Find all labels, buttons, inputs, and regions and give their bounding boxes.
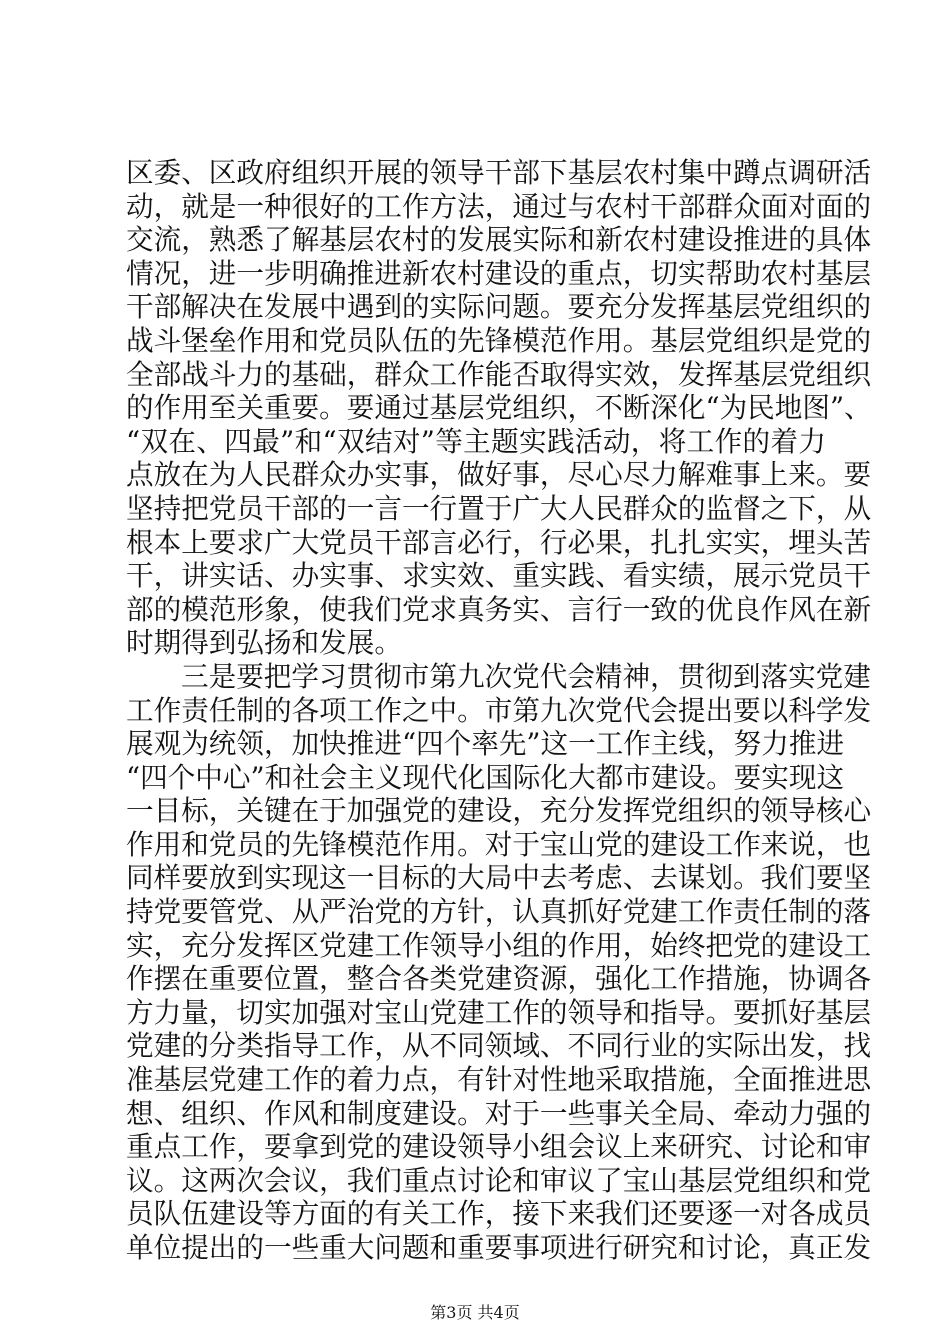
text-line: 作摆在重要位置，整合各类党建资源，强化工作措施，协调各 (126, 962, 872, 996)
text-line: 部的模范形象，使我们党求真务实、言行一致的优良作风在新 (126, 592, 872, 626)
text-line: 工作责任制的各项工作之中。市第九次党代会提出要以科学发 (126, 693, 872, 727)
text-line: 持党要管党、从严治党的方针，认真抓好党建工作责任制的落 (126, 895, 872, 929)
document-body (126, 156, 872, 1265)
text-line: 的作用至关重要。要通过基层党组织，不断深化“为民地图”、 (126, 391, 872, 425)
text-line: 同样要放到实现这一目标的大局中去考虑、去谋划。我们要坚 (126, 861, 872, 895)
text-line: 坚持把党员干部的一言一行置于广大人民群众的监督之下，从 (126, 491, 872, 525)
text-line: 全部战斗力的基础，群众工作能否取得实效，发挥基层党组织 (126, 357, 872, 391)
text-line: “四个中心”和社会主义现代化国际化大都市建设。要实现这 (126, 760, 845, 794)
text-line: 时期得到弘扬和发展。 (126, 626, 402, 660)
text-line: 实，充分发挥区党建工作领导小组的作用，始终把党的建设工 (126, 928, 872, 962)
text-line: 方力量，切实加强对宝山党建工作的领导和指导。要抓好基层 (126, 995, 872, 1029)
text-line: 三是要把学习贯彻市第九次党代会精神，贯彻到落实党建 (181, 659, 871, 693)
text-line: 议。这两次会议，我们重点讨论和审议了宝山基层党组织和党 (126, 1163, 872, 1197)
text-line: 重点工作，要拿到党的建设领导小组会议上来研究、讨论和审 (126, 1130, 872, 1164)
text-line: 想、组织、作风和制度建设。对于一些事关全局、牵动力强的 (126, 1096, 872, 1130)
text-line: 战斗堡垒作用和党员队伍的先锋模范作用。基层党组织是党的 (126, 323, 872, 357)
page-footer: 第3页 共4页 (430, 1303, 520, 1322)
text-line: 点放在为人民群众办实事，做好事，尽心尽力解难事上来。要 (126, 458, 872, 492)
paragraph (126, 156, 872, 660)
text-line: 作用和党员的先锋模范作用。对于宝山党的建设工作来说，也 (126, 827, 872, 861)
text-line: 干，讲实话、办实事、求实效、重实践、看实绩，展示党员干 (126, 559, 872, 593)
text-line: 一目标，关键在于加强党的建设，充分发挥党组织的领导核心 (126, 794, 872, 828)
text-line: 根本上要求广大党员干部言必行，行必果，扎扎实实，埋头苦 (126, 525, 872, 559)
text-line: 干部解决在发展中遇到的实际问题。要充分发挥基层党组织的 (126, 290, 872, 324)
text-line: 党建的分类指导工作，从不同领域、不同行业的实际出发，找 (126, 1029, 872, 1063)
text-line: 交流，熟悉了解基层农村的发展实际和新农村建设推进的具体 (126, 223, 872, 257)
text-line: 员队伍建设等方面的有关工作，接下来我们还要逐一对各成员 (126, 1197, 872, 1231)
text-line: 单位提出的一些重大问题和重要事项进行研究和讨论，真正发 (126, 1231, 872, 1264)
text-line: 情况，进一步明确推进新农村建设的重点，切实帮助农村基层 (126, 256, 872, 290)
text-line: 展观为统领，加快推进“四个率先”这一工作主线，努力推进 (126, 727, 845, 761)
paragraph (126, 659, 872, 1265)
text-line: “双在、四最”和“双结对”等主题实践活动，将工作的着力 (126, 424, 826, 458)
text-line: 准基层党建工作的着力点，有针对性地采取措施，全面推进思 (126, 1063, 872, 1097)
text-line: 动，就是一种很好的工作方法，通过与农村干部群众面对面的 (126, 189, 872, 223)
text-line: 区委、区政府组织开展的领导干部下基层农村集中蹲点调研活 (126, 156, 872, 189)
